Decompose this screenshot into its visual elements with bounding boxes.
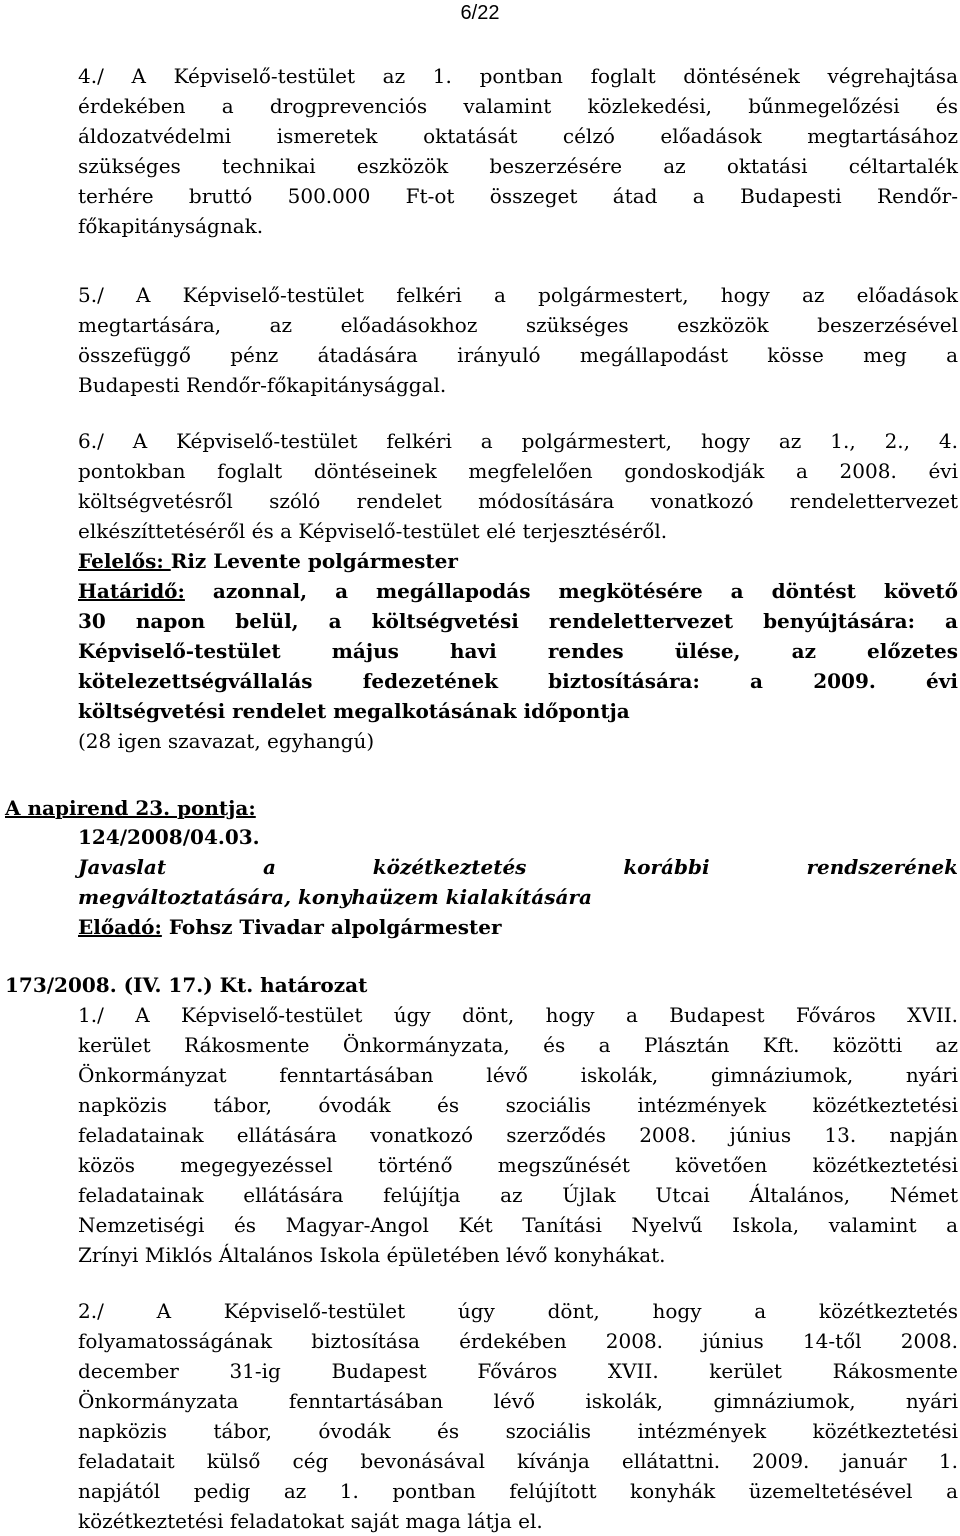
responsible-line	[78, 546, 958, 576]
deadline-line	[78, 576, 958, 606]
deadline-label: Határidő:	[78, 579, 185, 603]
vote-result: (28 igen szavazat, egyhangú)	[78, 729, 375, 753]
paragraph-line: Önkormányzat fenntartásában lévő iskolák, gimnáziumok, nyári	[78, 1063, 958, 1087]
responsible-value: Riz Levente polgármester	[170, 549, 458, 573]
resolution-heading: 173/2008. (IV. 17.) Kt. határozat	[5, 973, 368, 997]
agenda-number: 124/2008/04.03.	[78, 825, 260, 849]
paragraph-line: szükséges technikai eszközök beszerzésére az oktatási céltartalék	[78, 154, 958, 178]
responsible-label: Felelős:	[78, 549, 171, 573]
paragraph-line: főkapitányságnak.	[78, 214, 264, 238]
paragraph-line: terhére bruttó 500.000 Ft-ot összeget átad a Budapesti Rendőr-	[78, 184, 958, 208]
paragraph-line: 6./ A Képviselő-testület felkéri a polgármestert, hogy az 1., 2., 4.	[78, 429, 958, 453]
presenter-line	[78, 912, 958, 942]
paragraph-line: Önkormányzata fenntartásában lévő iskolák, gimnáziumok, nyári	[78, 1389, 958, 1413]
deadline-line: 30 napon belül, a költségvetési rendelettervezet benyújtására: a	[78, 609, 958, 633]
paragraph-line: pontokban foglalt döntéseinek megfelelően gondoskodják a 2008. évi	[78, 459, 958, 483]
paragraph-line: áldozatvédelmi ismeretek oktatását célzó előadások megtartásához	[78, 124, 958, 148]
resolution-paragraph-1	[78, 1000, 958, 1270]
paragraph-line: megtartására, az előadásokhoz szükséges eszközök beszerzésével	[78, 313, 958, 337]
presenter-label: Előadó:	[78, 915, 162, 939]
paragraph-line: napjától pedig az 1. pontban felújított konyhák üzemeltetésével a	[78, 1479, 958, 1503]
paragraph-5	[78, 280, 958, 400]
paragraph-line: közös megegyezéssel történő megszűnését követően közétkeztetési	[78, 1153, 958, 1177]
paragraph-line: Budapesti Rendőr-főkapitánysággal.	[78, 373, 447, 397]
paragraph-line: feladatainak ellátására vonatkozó szerződés 2008. június 13. napján	[78, 1123, 958, 1147]
agenda-heading: A napirend 23. pontja:	[5, 796, 256, 820]
deadline-line: költségvetési rendelet megalkotásának időpontja	[78, 699, 630, 723]
agenda-title-line: megváltoztatására, konyhaüzem kialakítására	[78, 885, 592, 909]
paragraph-line: feladatait külső cég bevonásával kívánja ellátattni. 2009. január 1.	[78, 1449, 958, 1473]
paragraph-line: közétkeztetési feladatokat saját maga látja el.	[78, 1509, 543, 1533]
paragraph-line: december 31-ig Budapest Főváros XVII. kerület Rákosmente	[78, 1359, 958, 1383]
agenda-block	[78, 822, 958, 942]
paragraph-line: Nemzetiségi és Magyar-Angol Két Tanítási Nyelvű Iskola, valamint a	[78, 1213, 958, 1237]
agenda-title-line: Javaslat a közétkeztetés korábbi rendszerének	[78, 855, 958, 879]
paragraph-6	[78, 426, 958, 756]
presenter-value: Fohsz Tivadar alpolgármester	[161, 915, 502, 939]
paragraph-line: 4./ A Képviselő-testület az 1. pontban foglalt döntésének végrehajtása	[78, 64, 958, 88]
paragraph-line: napközis tábor, óvodák és szociális intézmények közétkeztetési	[78, 1093, 958, 1117]
paragraph-line: érdekében a drogprevenciós valamint közlekedési, bűnmegelőzési és	[78, 94, 958, 118]
paragraph-line: feladatainak ellátására felújítja az Újlak Utcai Általános, Német	[78, 1183, 958, 1207]
paragraph-line: kerület Rákosmente Önkormányzata, és a Plásztán Kft. közötti az	[78, 1033, 958, 1057]
resolution-paragraph-2	[78, 1296, 958, 1536]
paragraph-line: összefüggő pénz átadására irányuló megállapodást kösse meg a	[78, 343, 958, 367]
paragraph-line: napközis tábor, óvodák és szociális intézmények közétkeztetési	[78, 1419, 958, 1443]
paragraph-4	[78, 61, 958, 241]
deadline-line: kötelezettségvállalás fedezetének biztosítására: a 2009. évi	[78, 669, 958, 693]
paragraph-line: 1./ A Képviselő-testület úgy dönt, hogy a Budapest Főváros XVII.	[78, 1003, 958, 1027]
page-number: 6/22	[460, 2, 500, 24]
paragraph-line: Zrínyi Miklós Általános Iskola épületében lévő konyhákat.	[78, 1243, 666, 1267]
paragraph-line: 2./ A Képviselő-testület úgy dönt, hogy a közétkeztetés	[78, 1299, 958, 1323]
paragraph-line: folyamatosságának biztosítása érdekében 2008. június 14-től 2008.	[78, 1329, 958, 1353]
paragraph-line: költségvetésről szóló rendelet módosítására vonatkozó rendelettervezet	[78, 489, 958, 513]
paragraph-line: 5./ A Képviselő-testület felkéri a polgármestert, hogy az előadások	[78, 283, 958, 307]
paragraph-line: elkészíttetéséről és a Képviselő-testület elé terjesztéséről.	[78, 519, 668, 543]
deadline-line: Képviselő-testület május havi rendes ülése, az előzetes	[78, 639, 958, 663]
deadline-text: azonnal, a megállapodás megkötésére a döntést követő	[184, 579, 958, 603]
